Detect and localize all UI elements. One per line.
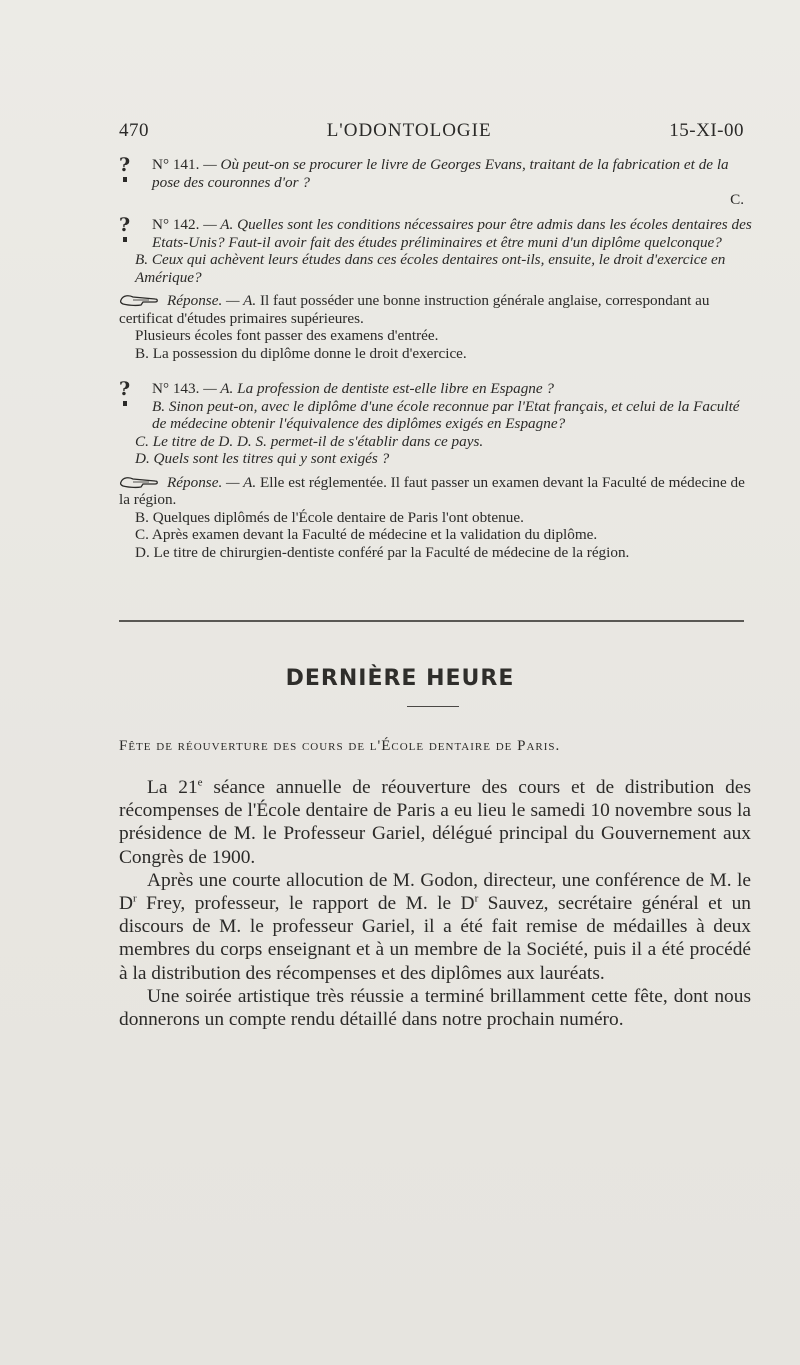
question-c: C. Le titre de D. D. S. permet-il de s'établir dans ce pays. [135, 432, 484, 450]
pointing-hand-icon [119, 293, 159, 307]
page-header [119, 120, 744, 142]
question-142 [119, 216, 754, 362]
journal-title: L'ODONTOLOGIE [326, 120, 492, 141]
question-143 [119, 380, 754, 561]
answer-a2: Plusieurs écoles font passer des examens d'entrée. [135, 327, 439, 344]
answer-label: Réponse. — A. [167, 473, 257, 491]
question-mark-icon: ? [119, 380, 133, 399]
section-heading: DERNIÈRE HEURE [285, 666, 515, 691]
article-paragraph-1: La 21e séance annuelle de réouverture des cours et de distribution des récompenses de l'École dentaire de Paris a eu lieu le samedi 10 novembre sous la présidence de M. le Professeur Gariel, délégué principal du Gouvernement aux Congrès de 1900. [119, 776, 751, 868]
answer-a: Elle est réglementée. Il faut passer un examen devant la Faculté de médecine de la région. [119, 473, 745, 508]
pointing-hand-icon [119, 475, 159, 489]
article-paragraph-2: Après une courte allocution de M. Godon, directeur, une conférence de M. le $D^r$ Frey, professeur, le rapport de M. le $D^r$ Sauvez, secrétaire général et un discours de M. le professeur Gariel, il a été fait remise de médailles à deux membres du corps enseignant et à un membre de la Société, puis il a été procédé à la distribution des récompenses et des diplômes aux lauréats. [119, 869, 751, 984]
answer-d: D. Le titre de chirurgien-dentiste conféré par la Faculté de médecine de la région. [135, 543, 630, 561]
question-number: N° 141. [152, 156, 200, 173]
answer-b: B. La possession du diplôme donne le droit d'exercice. [135, 344, 467, 362]
issue-date: 15-XI-00 [669, 120, 744, 141]
question-number: N° 143. [152, 380, 200, 397]
question-signature: C. [730, 191, 744, 208]
question-mark-icon: ? [119, 216, 133, 235]
heading-underline [407, 706, 459, 707]
article-body [119, 776, 751, 1031]
question-b: B. Ceux qui achèvent leurs études dans ces écoles dentaires ont-ils, ensuite, le droit d'exercice en Amérique? [135, 251, 726, 286]
answer-label: Réponse. — A. [167, 292, 257, 309]
section-divider [119, 620, 744, 622]
question-b: B. Sinon peut-on, avec le diplôme d'une école reconnue par l'Etat français, et celui de la Faculté de médecine obtenir l'équivalence des diplômes exigés en Espagne? [152, 397, 740, 432]
question-d: D. Quels sont les titres qui y sont exigés ? [135, 450, 390, 467]
answer-b: B. Quelques diplômés de l'École dentaire de Paris l'ont obtenue. [135, 508, 524, 526]
page-number: 470 [119, 120, 149, 141]
question-text: — Où peut-on se procurer le livre de Georges Evans, traitant de la fabrication et de la pose des couronnes d'or ? [152, 156, 729, 191]
section-subheading: Fête de réouverture des cours de l'École dentaire de Paris. [119, 738, 561, 754]
question-a: — A. La profession de dentiste est-elle libre en Espagne ? [203, 380, 555, 397]
question-a: — A. Quelles sont les conditions nécessaires pour être admis dans les écoles dentaires des Etats-Unis? Faut-il avoir fait des études préliminaires et être muni d'un diplôme quelconque? [152, 216, 752, 251]
article-paragraph-3: Une soirée artistique très réussie a terminé brillamment cette fête, dont nous donnerons un compte rendu détaillé dans notre prochain numéro. [119, 985, 751, 1031]
answer-c: C. Après examen devant la Faculté de médecine et la validation du diplôme. [135, 526, 598, 543]
question-mark-icon: ? [119, 156, 133, 175]
question-141 [119, 156, 754, 209]
answer-a: Il faut posséder une bonne instruction générale anglaise, correspondant au certificat d'études primaires supérieures. [119, 292, 710, 327]
question-number: N° 142. [152, 216, 200, 233]
